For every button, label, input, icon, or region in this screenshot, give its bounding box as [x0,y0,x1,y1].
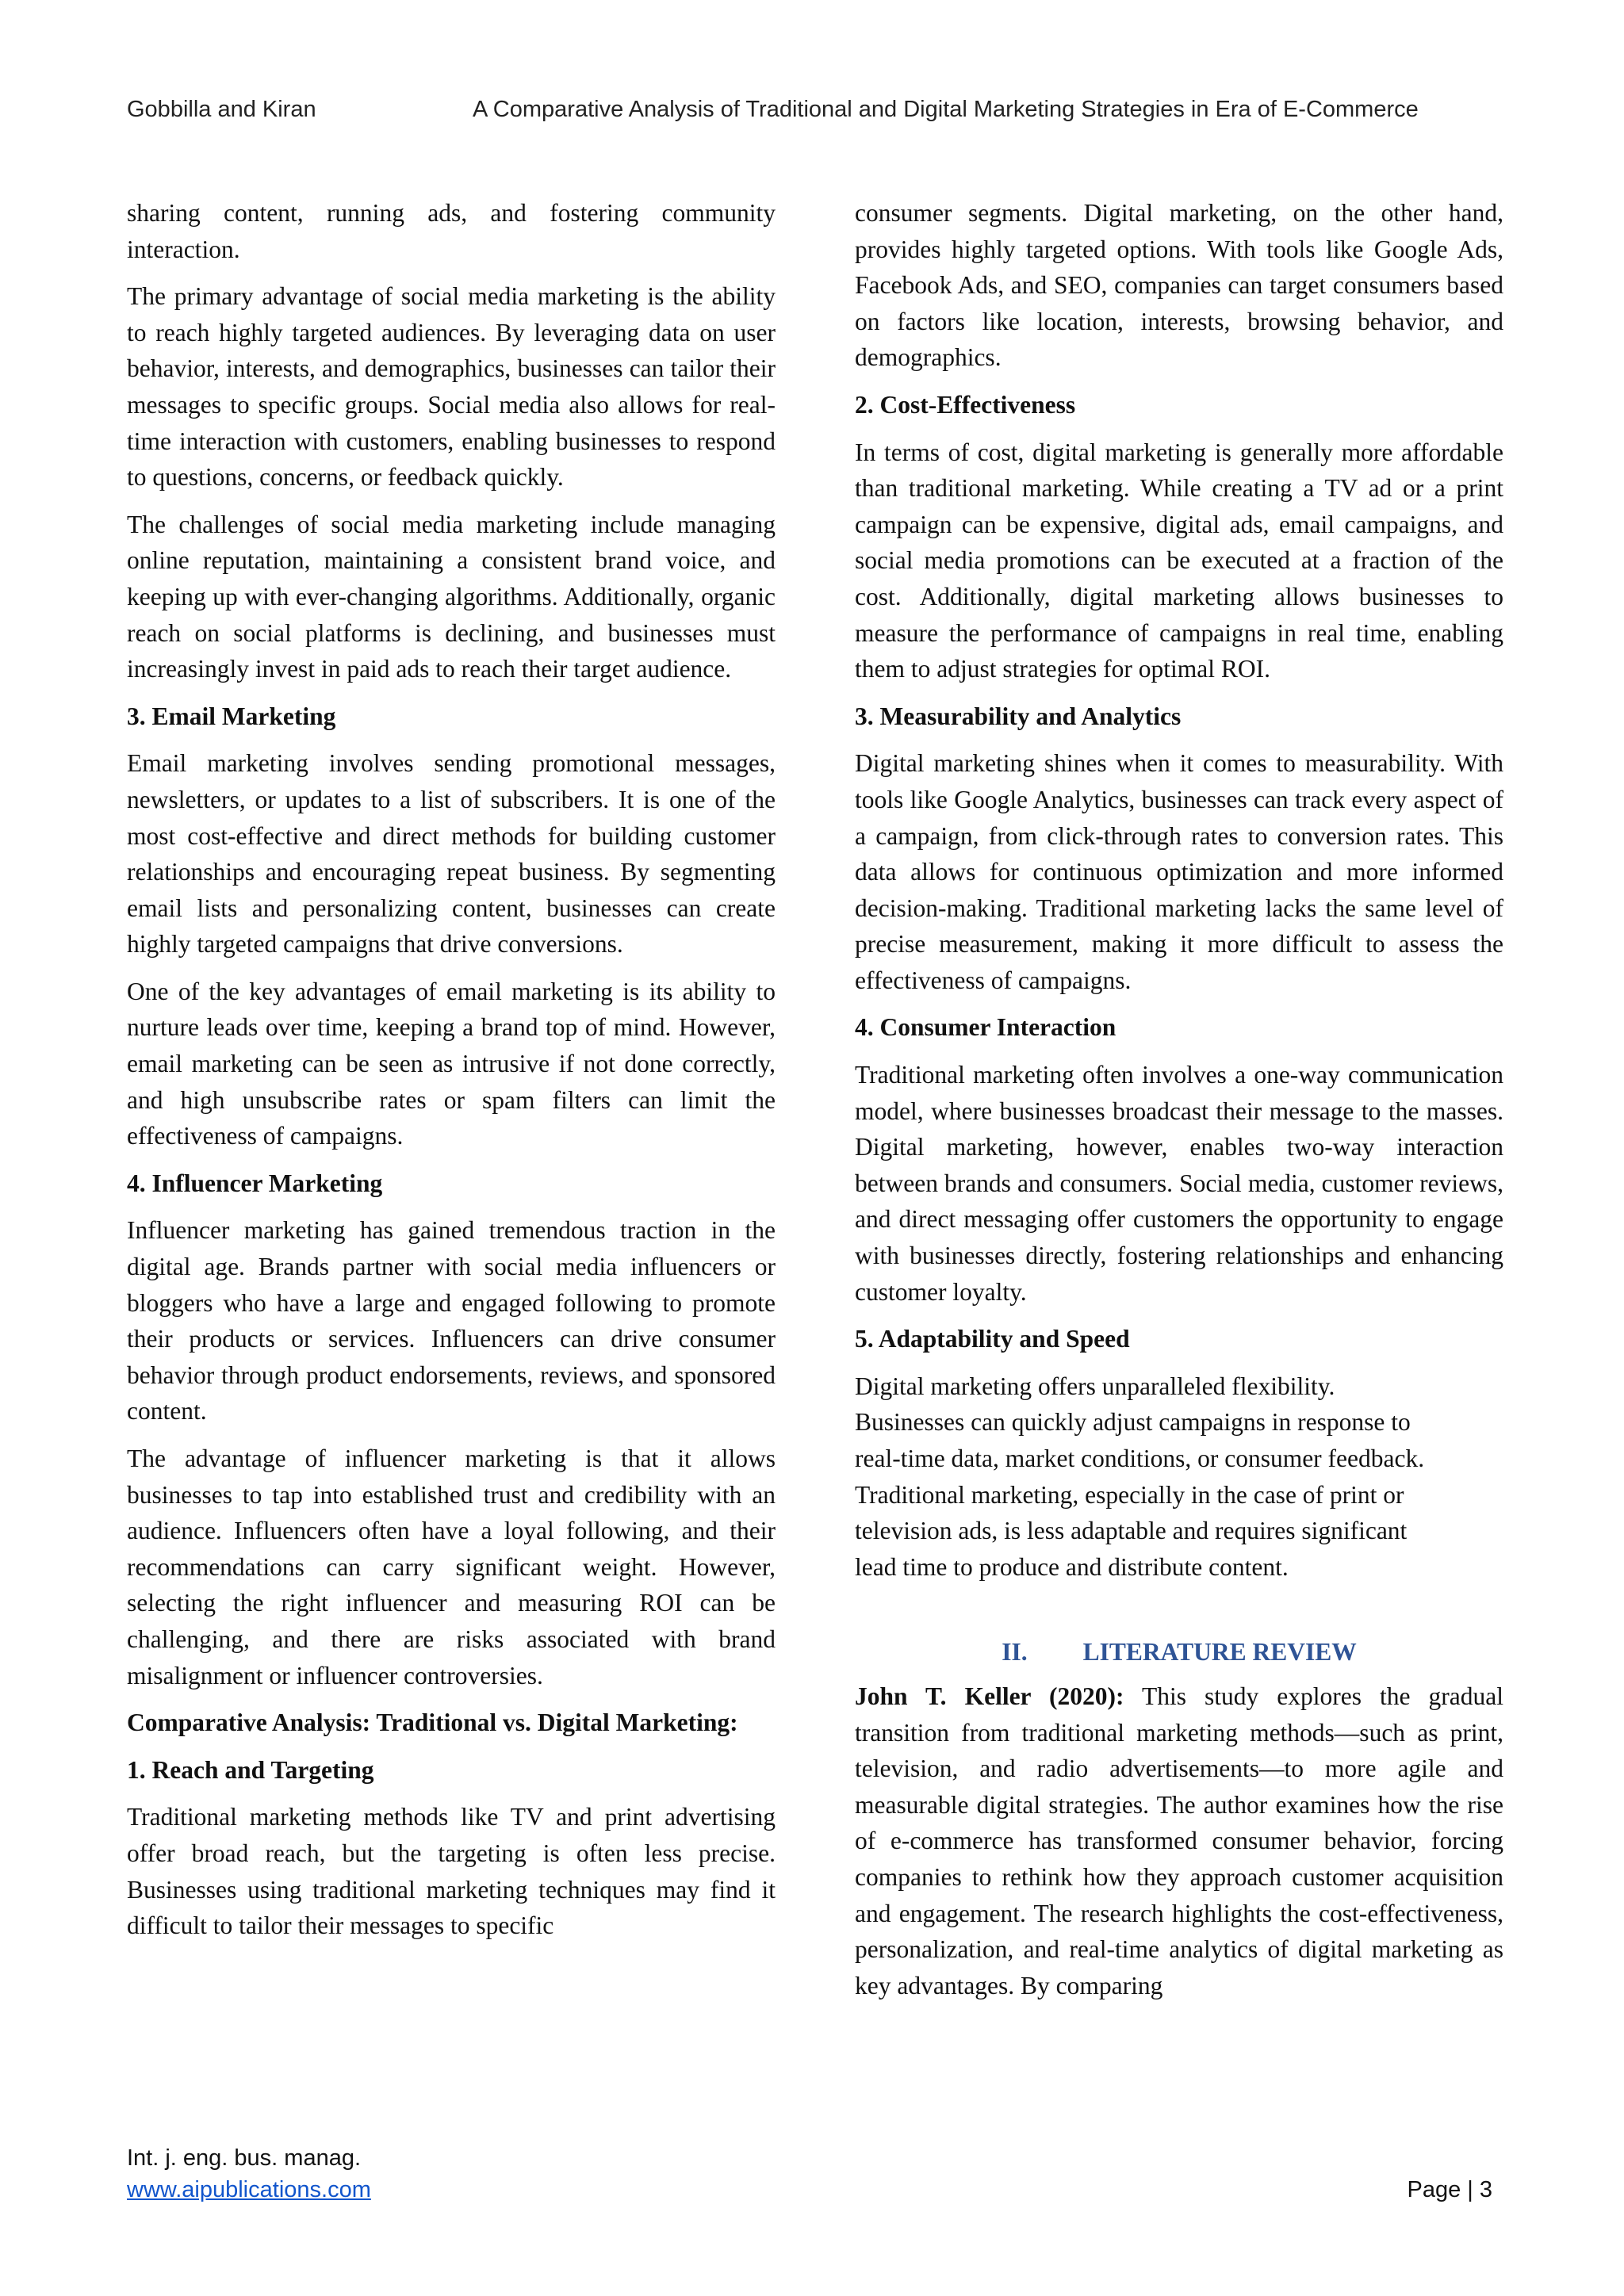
paragraph: Email marketing involves sending promotional messages, newsletters, or updates to a list of subscribers. It is one of the most cost-effective and direct methods for building customer relationships and encouraging repeat business. By segmenting email lists and personalizing content, businesses can create highly targeted campaigns that drive conversions. [127,749,776,959]
footer [127,2142,371,2206]
running-header [127,97,1507,128]
text-line: Traditional marketing, especially in the case of print or [855,1480,1404,1509]
section-heading-literature-review [855,1634,1503,1670]
footer-url-link[interactable]: www.aipublications.com [127,2177,371,2202]
subheading-reach-targeting: 1. Reach and Targeting [127,1755,374,1784]
text-line: Businesses can quickly adjust campaigns in response to [855,1408,1411,1437]
paragraph: The primary advantage of social media marketing is the ability to reach highly targeted audiences. By leveraging data on user behavior, interests, and demographics, businesses can tailor their messages to specific groups. Social media also allows for real-time interaction with customers, enabling businesses to respond to questions, concerns, or feedback quickly. [127,282,776,492]
text-line: Digital marketing offers unparalleled flexibility. [855,1372,1335,1400]
citation-author: John T. Keller (2020): [855,1682,1124,1710]
subheading-cost-effectiveness: 2. Cost-Effectiveness [855,390,1076,419]
right-column [855,195,1503,2015]
paragraph: In terms of cost, digital marketing is generally more affordable than traditional marketing. While creating a TV ad or a print campaign can be expensive, digital ads, email campaigns, and social media promotions can be executed at a fraction of the cost. Additionally, digital marketing allows businesses to measure the performance of campaigns in real time, enabling them to adjust strategies for optimal ROI. [855,438,1503,683]
paragraph: The challenges of social media marketing include managing online reputation, maintaining a consistent brand voice, and keeping up with ever-changing algorithms. Additionally, organic reach on social platforms is declining, and businesses must increasingly invest in paid ads to reach their target audience. [127,510,776,683]
paragraph-literature [855,1678,1503,2003]
citation-text: This study explores the gradual transition from traditional marketing methods—such as print, television, and radio advertisements—to more agile and measurable digital strategies. The author examines how the rise of e-commerce has transformed consumer behavior, forcing companies to rethink how they approach customer acquisition and engagement. The research highlights the cost-effectiveness, personalization, and real-time analytics of digital marketing as key advantages. By comparing [855,1682,1504,1999]
header-title: A Comparative Analysis of Traditional and Digital Marketing Strategies in Era of E-Commerce [473,97,1419,122]
subheading-adaptability: 5. Adaptability and Speed [855,1325,1130,1353]
footer-journal: Int. j. eng. bus. manag. [127,2145,362,2171]
paragraph: Traditional marketing often involves a one-way communication model, where businesses broadcast their message to the masses. Digital marketing, however, enables two-way interaction between brands and consumers. Social media, customer reviews, and direct messaging offer customers the opportunity to engage with businesses directly, fostering relationships and enhancing customer loyalty. [855,1061,1503,1306]
paragraph: sharing content, running ads, and fostering community interaction. [127,199,776,263]
paragraph: Digital marketing shines when it comes to measurability. With tools like Google Analytics, businesses can track every aspect of a campaign, from click-through rates to conversion rates. This data allows for continuous optimization and more informed decision-making. Traditional marketing lacks the same level of precise measurement, making it more difficult to assess the effectiveness of campaigns. [855,749,1503,994]
page-number: Page | 3 [1407,2177,1492,2202]
section-title: LITERATURE REVIEW [1082,1638,1357,1667]
subheading-email-marketing: 3. Email Marketing [127,702,336,730]
left-column [127,195,776,1955]
section-number: II. [1002,1638,1028,1667]
subheading-measurability: 3. Measurability and Analytics [855,702,1182,730]
subheading-consumer-interaction: 4. Consumer Interaction [855,1013,1116,1042]
text-line: lead time to produce and distribute content. [855,1552,1289,1581]
text-line: television ads, is less adaptable and requires significant [855,1517,1408,1545]
paragraph: One of the key advantages of email marketing is its ability to nurture leads over time, keeping a brand top of mind. However, email marketing can be seen as intrusive if not done correctly, and high unsubscribe rates or spam filters can limit the effectiveness of campaigns. [127,977,776,1150]
header-authors: Gobbilla and Kiran [127,97,316,122]
paragraph: consumer segments. Digital marketing, on the other hand, provides highly targeted options. With tools like Google Ads, Facebook Ads, and SEO, companies can target consumers based on factors like location, interests, browsing behavior, and demographics. [855,199,1503,372]
paragraph-adaptability [855,1368,1503,1586]
text-line: real-time data, market conditions, or consumer feedback. [855,1445,1425,1472]
subheading-comparative-analysis: Comparative Analysis: Traditional vs. Digital Marketing: [127,1709,738,1737]
paragraph: Influencer marketing has gained tremendous traction in the digital age. Brands partner with social media influencers or bloggers who have a large and engaged following to promote their products or services. Influencers can drive consumer behavior through product endorsements, reviews, and sponsored content. [127,1216,776,1425]
subheading-influencer-marketing: 4. Influencer Marketing [127,1169,383,1197]
paragraph: Traditional marketing methods like TV and print advertising offer broad reach, but the targeting is often less precise. Businesses using traditional marketing techniques may find it difficult to tailor their messages to specific [127,1803,776,1940]
paragraph: The advantage of influencer marketing is that it allows businesses to tap into established trust and credibility with an audience. Influencers often have a loyal following, and their recommendations can carry significant weight. However, selecting the right influencer and measuring ROI can be challenging, and there are risks associated with brand misalignment or influencer controversies. [127,1445,776,1689]
